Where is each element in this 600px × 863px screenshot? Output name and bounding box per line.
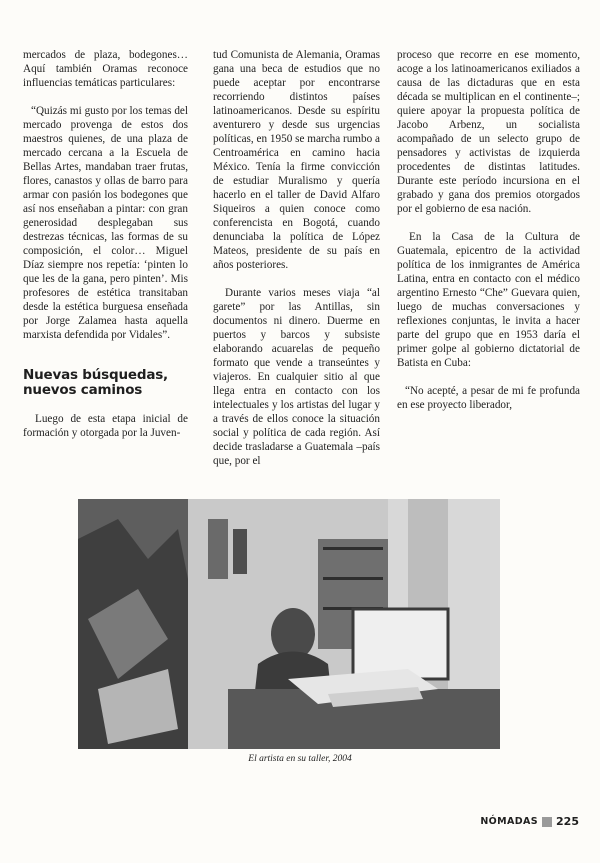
block-quote: “Quizás mi gusto por los temas del mercado provenga de estos dos maestros quienes, de una plaza de mercado cercana a la Escuela de Bellas Artes, mandaban traer frutas, flores, canastos y ollas de barro para armar con pasión los bodegones que así nos enseñaban a pintar: con gran generosidad desplegaban sus destrezas técnicas, las formas de su composición, el color… Miguel Díaz siempre nos repetía: ‘pinten lo que les de la gana, pero pinten’. Mis profesores de estética transitaban desde la estética burguesa enseñada por Jorge Zalamea hasta aquella marxista defendida por Vidales”.	[23, 105, 188, 341]
page-footer	[480, 815, 579, 828]
studio-photo-illustration	[78, 499, 500, 749]
column-2	[213, 48, 380, 468]
body-paragraph: Durante varios meses viaja “al garete” por las Antillas, sin documentos ni dinero. Duerme en puertos y barcos y subsiste elaborando acuarelas de pequeño formato que vende a transeúntes y viajeros. En cualquier sitio al que llega entra en contacto con los intelectuales y los artistas del lugar y a través de ellos conoce la situación social y política de cada región. Así decide trasladarse a Guatemala –país que, por el	[213, 287, 380, 467]
body-paragraph: En la Casa de la Cultura de Guatemala, epicentro de la actividad política de los inmigrantes de América Latina, entra en contacto con el médico argentino Ernesto “Che” Guevara quien, luego de muchas conversaciones y reflexiones conjuntas, le invita a hacer parte del grupo que en 1953 daría el primer golpe al gobierno dictatorial de Batista en Cuba:	[397, 231, 580, 369]
column-1	[23, 48, 188, 440]
page-number: 225	[556, 815, 579, 828]
body-paragraph: proceso que recorre en ese momento, acoge a los latinoamericanos exiliados a causa de las dictaduras que en esta década se multiplican en el continente–; quiere apoyar la propuesta política de Jacobo Arbenz, un socialista acompañado de un selecto grupo de pensadores y activistas de izquierda procedentes de distintas latitudes. Durante este período incursiona en el grabado y gana dos premios otorgados por el gobierno de esa nación.	[397, 49, 580, 215]
column-3	[397, 48, 580, 412]
body-paragraph: Luego de esta etapa inicial de formación y otorgada por la Juven-	[23, 413, 188, 439]
magazine-name: NÓMADAS	[480, 816, 539, 827]
figure-caption: El artista en su taller, 2004	[248, 754, 352, 764]
section-heading: Nuevas búsquedas, nuevos caminos	[23, 367, 168, 398]
photo-artist-studio	[78, 499, 500, 749]
block-quote: “No acepté, a pesar de mi fe profunda en ese proyecto liberador,	[397, 385, 580, 411]
square-marker-icon	[542, 817, 552, 827]
body-paragraph: mercados de plaza, bodegones… Aquí también Oramas reconoce influencias temáticas particulares:	[23, 49, 188, 89]
body-paragraph: tud Comunista de Alemania, Oramas gana una beca de estudios que no puede aceptar por encontrarse recorriendo distintos países latinoamericanos. Desde su espíritu aventurero y desde sus urgencias políticas, en 1950 se marcha rumbo a Centroamérica en camino hacia México. Tenía la firme convicción de estudiar Muralismo y quería hacerlo en el taller de David Alfaro Siqueiros a quien conoce como conferencista en Bogotá, cuando denunciaba la política de López Mateos, presidente de su país en años posteriores.	[213, 49, 380, 271]
